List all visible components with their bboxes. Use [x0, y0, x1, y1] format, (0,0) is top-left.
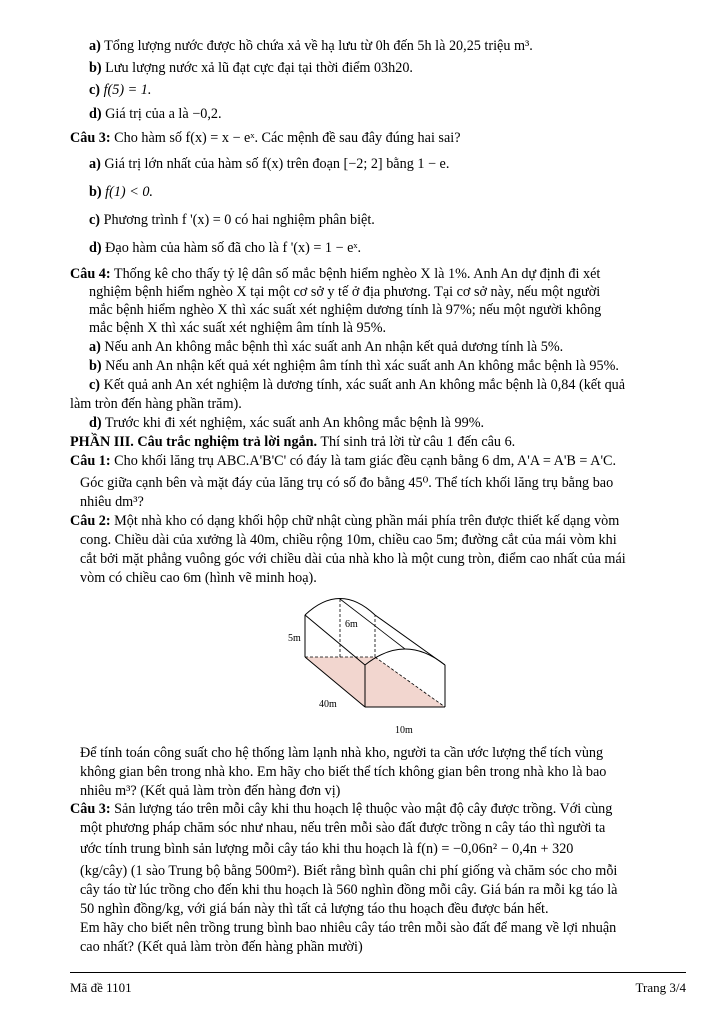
label-6m: 6m: [345, 619, 358, 630]
p3q3-line7: Em hãy cho biết nên trồng trung bình bao nhiêu cây táo trên mỗi sào đất để mang về lợi nhuận: [80, 920, 617, 936]
p3q1-line3: nhiêu dm³?: [80, 494, 144, 510]
q4-item-b: b) Nếu anh An nhận kết quả xét nghiệm âm tính thì xác suất anh An không mắc bệnh là 95%.: [89, 358, 619, 374]
warehouse-figure: [285, 587, 470, 742]
p3q1-line2: Góc giữa cạnh bên và mặt đáy của lăng trụ có số đo bằng 45⁰. Thể tích khối lăng trụ bằng bao: [80, 475, 614, 491]
q2-item-a: a) Tổng lượng nước được hồ chứa xả về hạ lưu từ 0h đến 5h là 20,25 triệu m³.: [89, 38, 533, 54]
p3q2-line1: Câu 2: Một nhà kho có dạng khối hộp chữ nhật cùng phần mái phía trên được thiết kế dạng vòm: [70, 513, 620, 529]
p3q1-line1: Câu 1: Cho khối lăng trụ ABC.A'B'C' có đáy là tam giác đều cạnh bằng 6 dm, A'A = A'B = A'C.: [70, 453, 617, 469]
q4-item-c: c) Kết quả anh An xét nghiệm là dương tính, xác suất anh An không mắc bệnh là 0,84 (kết quả: [89, 377, 626, 393]
q2-item-c: c) f(5) = 1.: [89, 82, 152, 98]
p3q3-line1: Câu 3: Sản lượng táo trên mỗi cây khi thu hoạch lệ thuộc vào mật độ cây được trồng. Với cùng: [70, 801, 613, 817]
q4-stem-line2: nghiệm bệnh hiểm nghèo X tại một cơ sở y tế ở địa phương. Tại cơ sở này, nếu một người: [89, 284, 601, 300]
q3-item-a: a) Giá trị lớn nhất của hàm số f(x) trên đoạn [−2; 2] bằng 1 − e.: [89, 156, 450, 172]
q4-item-c-cont: làm tròn đến hàng phần trăm).: [70, 396, 242, 412]
p3q2-line2: cong. Chiều dài của xưởng là 40m, chiều rộng 10m, chiều cao 5m; đường cắt của mái vòm khi: [80, 532, 617, 548]
q3-item-c: c) Phương trình f '(x) = 0 có hai nghiệm phân biệt.: [89, 212, 375, 228]
p3q2-after2: không gian bên trong nhà kho. Em hãy cho biết thể tích không gian bên trong nhà kho là bao: [80, 764, 607, 780]
footer-page: Trang 3/4: [635, 980, 686, 995]
p3q2-line4: vòm có chiều cao 6m (hình vẽ minh hoạ).: [80, 570, 317, 586]
q4-stem-line3: mắc bệnh hiểm nghèo X thì xác suất xét nghiệm dương tính là 97%; nếu một người không: [89, 302, 602, 318]
p3q3-line6: 50 nghìn đồng/kg, với giá bán này thì tất cả lượng táo thu hoạch đều được bán hết.: [80, 901, 549, 917]
q4-stem-line1: Câu 4: Thống kê cho thấy tỷ lệ dân số mắc bệnh hiểm nghèo X là 1%. Anh An dự định đi xét: [70, 266, 601, 282]
p3q3-line4: (kg/cây) (1 sào Trung bộ bằng 500m²). Biết rằng bình quân chi phí giống và chăm sóc cho mỗi: [80, 863, 618, 879]
p3q3-line2: một phương pháp chăm sóc như nhau, nếu trên mỗi sào đất được trồng n cây táo thì người ta: [80, 820, 606, 836]
p3q2-after1: Để tính toán công suất cho hệ thống làm lạnh nhà kho, người ta cần ước lượng thể tích vùng: [80, 745, 604, 761]
q4-item-d: d) Trước khi đi xét nghiệm, xác suất anh An không mắc bệnh là 99%.: [89, 415, 485, 431]
q2-item-b: b) Lưu lượng nước xả lũ đạt cực đại tại thời điểm 03h20.: [89, 60, 413, 76]
q2-item-d: d) Giá trị của a là −0,2.: [89, 106, 222, 122]
q4-stem-line4: mắc bệnh X thì xác suất xét nghiệm âm tính là 95%.: [89, 320, 387, 336]
p3q2-after3: nhiêu m³? (Kết quả làm tròn đến hàng đơn vị): [80, 783, 341, 799]
q3-item-b: b) f(1) < 0.: [89, 184, 153, 200]
footer-code: Mã đề 1101: [70, 980, 132, 995]
p3q3-line5: cây táo từ lúc trồng cho đến khi thu hoạch là 560 nghìn đồng mỗi cây. Giá bán ra mỗi kg táo là: [80, 882, 618, 898]
p3q3-line8: cao nhất? (Kết quả làm tròn đến hàng phần mười): [80, 939, 363, 955]
label-5m: 5m: [288, 633, 301, 644]
p3q2-line3: cắt bởi mặt phẳng vuông góc với chiều dài của nhà kho là một cung tròn, điểm cao nhất của mái: [80, 551, 626, 567]
label-10m: 10m: [395, 725, 413, 736]
part3-heading: PHẦN III. Câu trắc nghiệm trả lời ngắn. Thí sinh trả lời từ câu 1 đến câu 6.: [70, 434, 516, 450]
q3-item-d: d) Đạo hàm của hàm số đã cho là f '(x) = 1 − eˣ.: [89, 240, 362, 256]
footer-divider: [70, 972, 686, 973]
q4-item-a: a) Nếu anh An không mắc bệnh thì xác suất anh An nhận kết quả dương tính là 5%.: [89, 339, 564, 355]
label-40m: 40m: [319, 699, 337, 710]
p3q3-line3: ước tính trung bình sản lượng mỗi cây táo khi thu hoạch là f(n) = −0,06n² − 0,4n + 320: [80, 841, 574, 857]
q3-stem: Câu 3: Cho hàm số f(x) = x − eˣ. Các mệnh đề sau đây đúng hai sai?: [70, 130, 461, 146]
